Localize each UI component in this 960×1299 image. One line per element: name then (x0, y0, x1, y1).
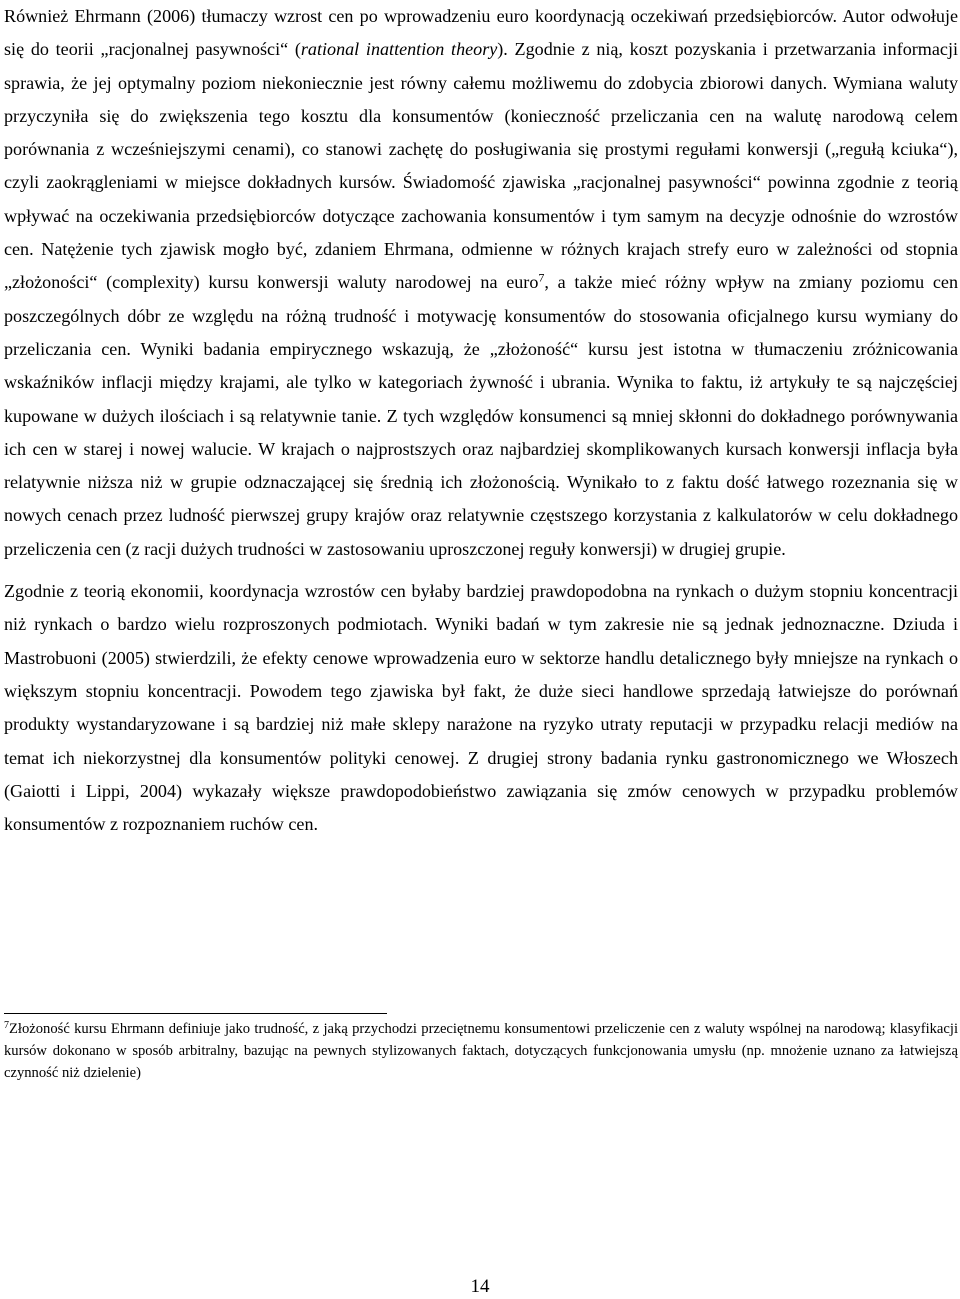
paragraph-text: Również Ehrmann (2006) tłumaczy wzrost cen po wprowadzeniu euro koordynacją oczekiwań przedsiębiorców. Autor odwołuje się do teorii „racjonalnej pasywności“ ( (4, 6, 958, 60)
paragraph-koncentracja: Zgodnie z teorią ekonomii, koordynacja wzrostów cen byłaby bardziej prawdopodobna na rynkach o dużym stopniu koncentracji niż rynkach o bardzo wielu rozproszonych podmiotach. Wyniki badań w tym zakresie nie są jednak jednoznaczne. Dziuda i Mastrobuoni (2005) stwierdzili, że efekty cenowe wprowadzenia euro w sektorze handlu detalicznego były mniejsze na rynkach o większym stopniu koncentracji. Powodem tego zjawiska był fakt, że duże sieci handlowe sprzedają łatwiejsze do porównań produkty wystandaryzowane i są bardziej niż małe sklepy narażone na ryzyko utraty reputacji w przypadku relacji mediów na temat ich niekorzystnej dla konsumentów polityki cenowej. Z drugiej strony badania rynku gastronomicznego we Włoszech (Gaiotti i Lippi, 2004) wykazały większe prawdopodobieństwo zawiązania się zmów cenowych w przypadku problemów konsumentów z rozpoznaniem ruchów cen. (4, 581, 958, 835)
italic-term: rational inattention theory (300, 39, 498, 60)
footnote-reference: 7 (538, 270, 545, 285)
page-body (4, 0, 958, 841)
footnote-number: 7 (4, 1020, 9, 1031)
paragraph-text: , a także mieć różny wpływ na zmiany poziomu cen poszczególnych dóbr ze względu na różną trudność i motywację konsumentów do stosowania oficjalnego kursu wymiany do przeliczania cen. Wyniki badania empirycznego wskazują, że „złożoność“ kursu jest istotna w tłumaczeniu zróżnicowania wskaźników inflacji między krajami, ale tylko w kategoriach żywność i ubrania. Wynika to faktu, iż artykuły te są najczęściej kupowane w dużych ilościach i są relatywnie tanie. Z tych względów konsumenci są mniej skłonni do dokładnego porównywania ich cen w starej i nowej walucie. W krajach o najprostszych oraz najbardziej skomplikowanych kursach konwersji inflacja była relatywnie niższa niż w grupie odznaczającej się średnią ich złożonością. Wynikało to z faktu dość łatwego rozeznania się w nowych cenach przez ludność pierwszej grupy krajów oraz relatywnie częstszego korzystania z kalkulatorów w celu dokładnego przeliczenia cen (z racji dużych trudności w zastosowaniu uproszczonej reguły konwersji) w drugiej grupie. (4, 272, 958, 559)
page-number: 14 (470, 1276, 490, 1297)
footnote-divider (4, 1013, 387, 1014)
footnote-text: Złożoność kursu Ehrmann definiuje jako trudność, z jaką przychodzi przeciętnemu konsumentowi przeliczenie cen z waluty wspólnej na narodową; klasyfikacji kursów dokonano w sposób arbitralny, bazując na pewnych stylizowanych faktach, dotyczących funkcjonowania umysłu (np. mnożenie uznano za łatwiejszą czynność niż dzielenie) (4, 1021, 958, 1081)
paragraph-text: ). Zgodnie z nią, koszt pozyskania i przetwarzania informacji sprawia, że jej optymalny poziom niekoniecznie jest równy całemu możliwemu do zdobycia zbiorowi danych. Wymiana waluty przyczyniła się do zwiększenia tego kosztu dla konsumentów (konieczność przeliczania cen na walutę narodową celem porównania z wcześniejszymi cenami), co stanowi zachętę do posługiwania się prostymi regułami konwersji („regułą kciuka“), czyli zaokrągleniami w miejsce dokładnych kursów. Świadomość zjawiska „racjonalnej pasywności“ powinna zgodnie z teorią wpływać na oczekiwania przedsiębiorców dotyczące zachowania konsumentów i tym samym na decyzje odnośnie do wzrostów cen. Natężenie tych zjawisk mogło być, zdaniem Ehrmana, odmienne w różnych krajach strefy euro w zależności od stopnia „złożoności“ (complexity) kursu konwersji waluty narodowej na euro (4, 39, 959, 293)
paragraph-ehrmann (4, 0, 958, 566)
footnote (4, 1018, 958, 1084)
